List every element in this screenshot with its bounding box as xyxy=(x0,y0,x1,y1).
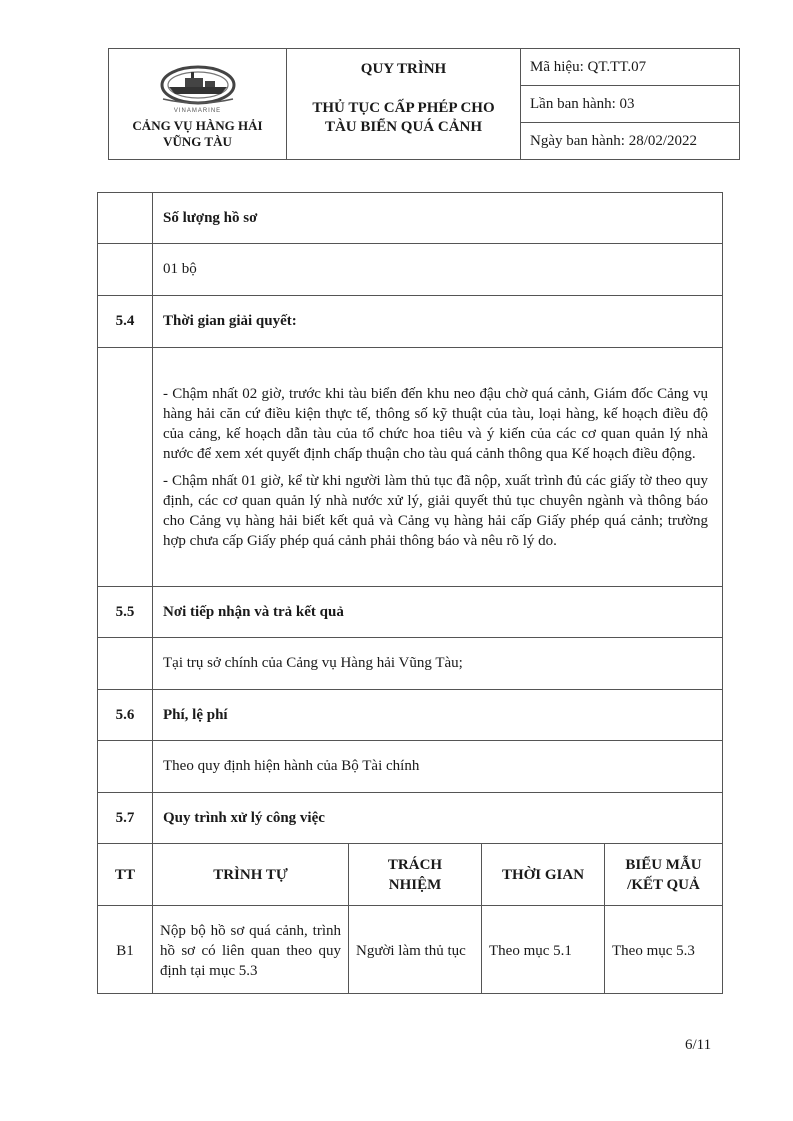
section-number xyxy=(98,193,153,244)
edition-number: Lần ban hành: 03 xyxy=(521,86,739,123)
document-title-line1: THỦ TỤC CẤP PHÉP CHO xyxy=(312,100,495,116)
step-sequence: Nộp bộ hồ sơ quá cảnh, trình hồ sơ có liên quan theo quy định tại mục 5.3 xyxy=(153,906,349,994)
document-code: Mã hiệu: QT.TT.07 xyxy=(521,49,739,86)
logo-text: VINAMARINE xyxy=(173,108,222,114)
section-heading: Thời gian giải quyết: xyxy=(153,296,723,348)
section-5-5-content-row xyxy=(98,638,723,690)
section-number: 5.6 xyxy=(98,690,153,741)
issue-date: Ngày ban hành: 28/02/2022 xyxy=(530,132,698,149)
page-number: 6/11 xyxy=(685,1037,712,1053)
procedure-table xyxy=(97,192,723,994)
section-5-6-content-row xyxy=(98,741,723,793)
step-number: B1 xyxy=(98,906,153,994)
column-header-form: BIỂU MẪU /KẾT QUẢ xyxy=(605,844,723,906)
section-number: 5.5 xyxy=(98,587,153,638)
section-heading: Nơi tiếp nhận và trả kết quả xyxy=(153,587,723,638)
document-type: QUY TRÌNH xyxy=(360,61,447,77)
quantity-heading: Số lượng hồ sơ xyxy=(153,193,723,244)
column-header-sequence: TRÌNH TỰ xyxy=(153,844,349,906)
section-5-4-content-row xyxy=(98,348,723,587)
vinamarine-logo-icon xyxy=(157,63,239,107)
quantity-value-row xyxy=(98,244,723,296)
document-title xyxy=(312,99,494,137)
section-text: Tại trụ sở chính của Cảng vụ Hàng hải Vũng Tàu; xyxy=(153,638,723,690)
document-header xyxy=(108,48,740,160)
document-title-line2: TÀU BIỂN QUÁ CẢNH xyxy=(324,119,483,135)
section-5-6-heading-row xyxy=(98,690,723,741)
section-heading: Phí, lệ phí xyxy=(153,690,723,741)
document-title-cell xyxy=(287,49,521,159)
paragraph: - Chậm nhất 01 giờ, kể từ khi người làm thủ tục đã nộp, xuất trình đủ các giấy tờ theo quy định, các cơ quan quản lý nhà nước xử lý, giải quyết thủ tục chuyên ngành và thông báo cho Cảng vụ hàng hải biết kết quả và Cảng vụ hàng hải cấp Giấy phép quá cảnh; trường hợp chưa cấp Giấy phép quá cảnh phải thông báo và nêu rõ lý do. xyxy=(163,472,708,549)
column-header-time: THỜI GIAN xyxy=(482,844,605,906)
section-5-7-heading-row xyxy=(98,793,723,844)
section-text: Theo quy định hiện hành của Bộ Tài chính xyxy=(153,741,723,793)
step-time: Theo mục 5.1 xyxy=(482,906,605,994)
paragraph: - Chậm nhất 02 giờ, trước khi tàu biển đến khu neo đậu chờ quá cảnh, Giám đốc Cảng vụ hàng hải căn cứ điều kiện thực tế, thông số kỹ thuật của tàu, loại hàng, kế hoạch điều độ của cảng, kế hoạch dẫn tàu của tổ chức hoa tiêu và ý kiến của các cơ quan quản lý nhà nước để xem xét quyết định chấp thuận cho tàu quá cảnh thông qua Kế hoạch điều động. xyxy=(163,385,708,462)
section-number: 5.7 xyxy=(98,793,153,844)
section-5-5-heading-row xyxy=(98,587,723,638)
agency-logo-cell xyxy=(109,49,287,159)
table-row xyxy=(98,906,723,994)
process-header-row xyxy=(98,844,723,906)
processing-time-text xyxy=(153,348,723,587)
quantity-heading-row xyxy=(98,193,723,244)
document-meta-cell xyxy=(521,49,739,159)
step-responsible: Người làm thủ tục xyxy=(349,906,482,994)
column-header-responsible: TRÁCH NHIỆM xyxy=(349,844,482,906)
section-number: 5.4 xyxy=(98,296,153,348)
section-heading: Quy trình xử lý công việc xyxy=(153,793,723,844)
agency-name xyxy=(132,118,262,150)
step-form: Theo mục 5.3 xyxy=(605,906,723,994)
agency-name-line1: CẢNG VỤ HÀNG HẢI xyxy=(132,118,263,133)
section-5-4-heading-row xyxy=(98,296,723,348)
column-header-tt: TT xyxy=(98,844,153,906)
quantity-value: 01 bộ xyxy=(153,244,723,296)
agency-name-line2: VŨNG TÀU xyxy=(163,134,232,149)
